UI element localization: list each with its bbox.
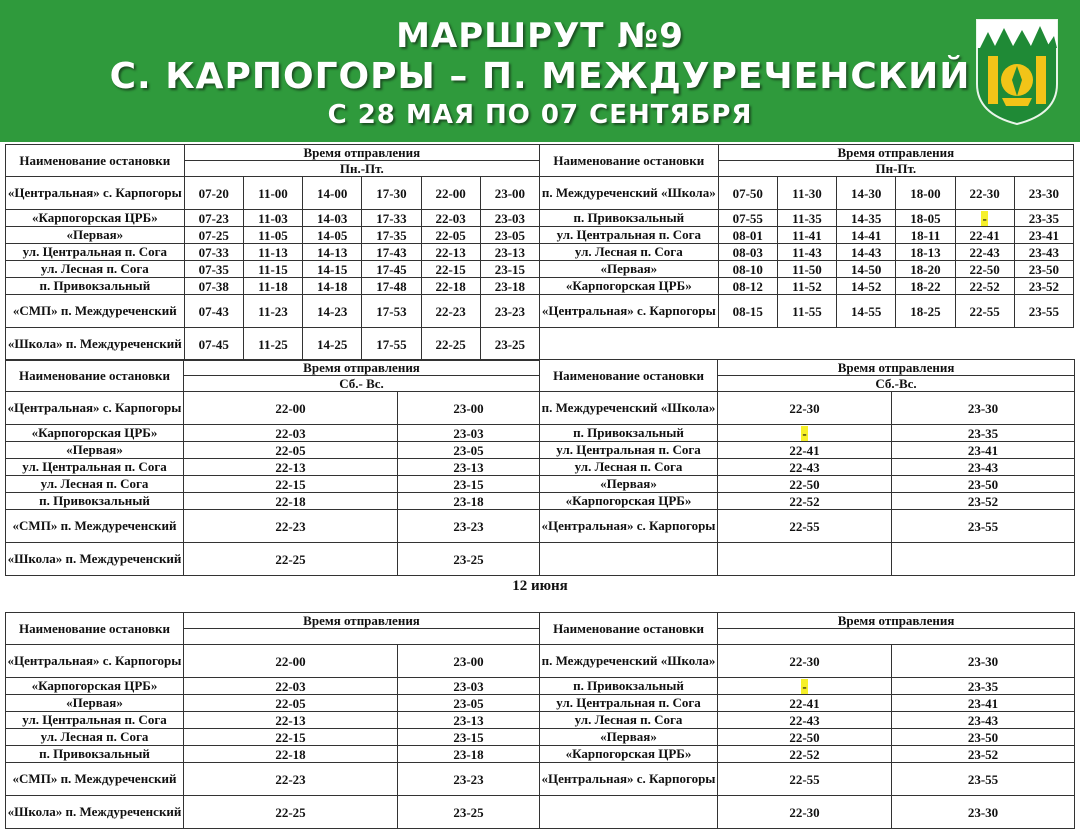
stop-column-header: Наименование остановки xyxy=(6,613,184,645)
table-row xyxy=(6,278,1074,295)
stop-name: ул. Лесная п. Сога xyxy=(6,476,184,493)
stop-name: «Карпогорская ЦРБ» xyxy=(540,746,718,763)
departure-time: 14-41 xyxy=(837,227,896,244)
table-row xyxy=(6,425,1075,442)
departure-time: 08-15 xyxy=(718,295,777,328)
departure-time: 07-43 xyxy=(184,295,243,328)
stop-name: ул. Центральная п. Сога xyxy=(6,459,184,476)
departure-time: 17-33 xyxy=(362,210,421,227)
departure-time: 22-55 xyxy=(718,510,892,543)
departure-time: 23-13 xyxy=(398,459,540,476)
departure-time: 14-25 xyxy=(303,328,362,361)
departure-time: 23-05 xyxy=(398,442,540,459)
departure-time: 23-30 xyxy=(1014,177,1073,210)
table-row xyxy=(6,442,1075,459)
route-title: МАРШРУТ №9 xyxy=(396,16,684,56)
departure-time: 22-00 xyxy=(184,392,398,425)
stop-name: п. Привокзальный xyxy=(539,210,718,227)
departure-time: 23-13 xyxy=(398,712,540,729)
departure-time: 23-18 xyxy=(480,278,539,295)
table-row xyxy=(6,796,1075,829)
stop-name: «Первая» xyxy=(539,261,718,278)
departure-time: 11-05 xyxy=(243,227,302,244)
stop-name: ул. Лесная п. Сога xyxy=(6,729,184,746)
departure-time: 07-35 xyxy=(184,261,243,278)
departure-time: 18-20 xyxy=(896,261,955,278)
table-row xyxy=(6,763,1075,796)
table-row xyxy=(6,645,1075,678)
departure-time: 23-00 xyxy=(398,392,540,425)
departure-time: 17-43 xyxy=(362,244,421,261)
departure-time: 23-25 xyxy=(480,328,539,361)
departure-time: 22-30 xyxy=(718,796,892,829)
departure-time: 23-25 xyxy=(398,796,540,829)
departure-time: 22-41 xyxy=(718,442,892,459)
departure-time: 11-03 xyxy=(243,210,302,227)
table-row xyxy=(6,177,1074,210)
departure-time: 22-18 xyxy=(421,278,480,295)
departure-time: 17-30 xyxy=(362,177,421,210)
stop-name: «Центральная» с. Карпогоры xyxy=(6,177,185,210)
departure-time: 14-15 xyxy=(303,261,362,278)
departure-time: 14-13 xyxy=(303,244,362,261)
route-name: С. КАРПОГОРЫ – П. МЕЖДУРЕЧЕНСКИЙ xyxy=(109,56,971,97)
departure-time: 07-23 xyxy=(184,210,243,227)
departure-time: 22-05 xyxy=(421,227,480,244)
stop-name: «Карпогорская ЦРБ» xyxy=(6,425,184,442)
departure-time: 18-00 xyxy=(896,177,955,210)
departure-time: 22-30 xyxy=(955,177,1014,210)
departure-time: 22-52 xyxy=(718,493,892,510)
departure-time: 11-41 xyxy=(777,227,836,244)
departure-time: 23-25 xyxy=(398,543,540,576)
table-row xyxy=(6,227,1074,244)
departure-time: 17-35 xyxy=(362,227,421,244)
departure-time: 23-35 xyxy=(892,678,1075,695)
days-of-week-header xyxy=(718,629,1075,645)
departure-time xyxy=(718,425,892,442)
departure-time: 08-01 xyxy=(718,227,777,244)
departure-time-header: Время отправления xyxy=(718,613,1075,629)
departure-time: 07-38 xyxy=(184,278,243,295)
stop-name: п. Привокзальный xyxy=(540,678,718,695)
departure-time: 07-45 xyxy=(184,328,243,361)
stop-name: «Центральная» с. Карпогоры xyxy=(539,295,718,328)
departure-time: 14-18 xyxy=(303,278,362,295)
departure-time: 11-35 xyxy=(777,210,836,227)
departure-time-header: Время отправления xyxy=(718,145,1073,161)
departure-time: 08-03 xyxy=(718,244,777,261)
departure-time: 18-11 xyxy=(896,227,955,244)
table-row xyxy=(6,328,1074,361)
stop-name: ул. Центральная п. Сога xyxy=(6,712,184,729)
stop-name: «Карпогорская ЦРБ» xyxy=(539,278,718,295)
days-of-week-header xyxy=(184,629,540,645)
departure-time: 22-23 xyxy=(184,510,398,543)
no-departure-mark: - xyxy=(982,210,987,226)
departure-time: 14-05 xyxy=(303,227,362,244)
table-row xyxy=(6,244,1074,261)
departure-time: 22-50 xyxy=(955,261,1014,278)
departure-time: 08-12 xyxy=(718,278,777,295)
departure-time: 23-30 xyxy=(892,645,1075,678)
header-row xyxy=(6,613,1075,629)
table-row xyxy=(6,210,1074,227)
departure-time-header: Время отправления xyxy=(184,613,540,629)
departure-time: 18-25 xyxy=(896,295,955,328)
departure-time: 07-55 xyxy=(718,210,777,227)
stop-name: «Школа» п. Междуреченский xyxy=(6,543,184,576)
stop-name: п. Привокзальный xyxy=(6,746,184,763)
departure-time: 11-30 xyxy=(777,177,836,210)
stop-name: п. Привокзальный xyxy=(6,278,185,295)
departure-time: 23-05 xyxy=(398,695,540,712)
stop-column-header: Наименование остановки xyxy=(6,360,184,392)
stop-name: «Карпогорская ЦРБ» xyxy=(6,210,185,227)
departure-time: 23-05 xyxy=(480,227,539,244)
departure-time: 22-15 xyxy=(421,261,480,278)
departure-time: 07-50 xyxy=(718,177,777,210)
departure-time: 14-30 xyxy=(837,177,896,210)
departure-time: 22-13 xyxy=(184,459,398,476)
departure-time: 18-05 xyxy=(896,210,955,227)
departure-time: 11-43 xyxy=(777,244,836,261)
departure-time xyxy=(718,678,892,695)
header-row xyxy=(6,145,1074,161)
departure-time: 23-43 xyxy=(1014,244,1073,261)
departure-time: 22-03 xyxy=(184,425,398,442)
departure-time: 23-50 xyxy=(892,729,1075,746)
departure-time: 22-18 xyxy=(184,746,398,763)
stop-column-header: Наименование остановки xyxy=(540,613,718,645)
departure-time xyxy=(718,543,892,576)
stop-name: «Карпогорская ЦРБ» xyxy=(540,493,718,510)
stop-name: «Центральная» с. Карпогоры xyxy=(540,510,718,543)
departure-time: 23-30 xyxy=(892,796,1075,829)
departure-time-header: Время отправления xyxy=(184,360,540,376)
departure-time: 22-30 xyxy=(718,392,892,425)
departure-time: 23-00 xyxy=(398,645,540,678)
table-row xyxy=(6,746,1075,763)
table-row xyxy=(6,392,1075,425)
departure-time-header: Время отправления xyxy=(718,360,1075,376)
header-banner xyxy=(0,0,1080,142)
departure-time: 23-52 xyxy=(892,493,1075,510)
table-row xyxy=(6,459,1075,476)
departure-time: 22-52 xyxy=(955,278,1014,295)
departure-time: 14-35 xyxy=(837,210,896,227)
departure-time: 08-10 xyxy=(718,261,777,278)
departure-time: 22-55 xyxy=(718,763,892,796)
departure-time: 23-18 xyxy=(398,746,540,763)
departure-time: 22-52 xyxy=(718,746,892,763)
departure-time: 23-23 xyxy=(480,295,539,328)
departure-time: 23-03 xyxy=(480,210,539,227)
stop-name: «Первая» xyxy=(6,227,185,244)
departure-time: 23-18 xyxy=(398,493,540,510)
departure-time: 11-13 xyxy=(243,244,302,261)
stop-name: п. Привокзальный xyxy=(6,493,184,510)
departure-time: 23-43 xyxy=(892,712,1075,729)
departure-time: 23-55 xyxy=(892,510,1075,543)
days-of-week-header: Сб.-Вс. xyxy=(718,376,1075,392)
departure-time: 11-18 xyxy=(243,278,302,295)
stop-column-header: Наименование остановки xyxy=(6,145,185,177)
departure-time: 14-00 xyxy=(303,177,362,210)
departure-time: 23-55 xyxy=(1014,295,1073,328)
departure-time: 22-05 xyxy=(184,442,398,459)
stop-name: «Первая» xyxy=(6,442,184,459)
table-row xyxy=(6,695,1075,712)
departure-time: 17-48 xyxy=(362,278,421,295)
departure-time: 11-00 xyxy=(243,177,302,210)
weekday-schedule-table xyxy=(5,144,1074,361)
departure-time: 14-03 xyxy=(303,210,362,227)
stop-name: «Школа» п. Междуреченский xyxy=(6,796,184,829)
stop-name: «Первая» xyxy=(540,476,718,493)
table-row xyxy=(6,712,1075,729)
stop-name: ул. Лесная п. Сога xyxy=(539,244,718,261)
stop-column-header: Наименование остановки xyxy=(540,360,718,392)
stop-name: «Первая» xyxy=(540,729,718,746)
stop-name: «СМП» п. Междуреченский xyxy=(6,295,185,328)
departure-time: 22-43 xyxy=(955,244,1014,261)
departure-time: 11-55 xyxy=(777,295,836,328)
stop-name: ул. Центральная п. Сога xyxy=(540,442,718,459)
stop-name: ул. Лесная п. Сога xyxy=(540,712,718,729)
stop-name: ул. Центральная п. Сога xyxy=(540,695,718,712)
departure-time: 22-13 xyxy=(184,712,398,729)
departure-time: 22-43 xyxy=(718,712,892,729)
departure-time: 11-52 xyxy=(777,278,836,295)
stop-name: ул. Лесная п. Сога xyxy=(540,459,718,476)
departure-time: 23-55 xyxy=(892,763,1075,796)
departure-time: 07-25 xyxy=(184,227,243,244)
stop-name: «Первая» xyxy=(6,695,184,712)
table-row xyxy=(6,510,1075,543)
departure-time: 23-03 xyxy=(398,425,540,442)
stop-name: «Центральная» с. Карпогоры xyxy=(6,645,184,678)
departure-time xyxy=(892,543,1075,576)
stop-name: «Центральная» с. Карпогоры xyxy=(6,392,184,425)
weekend-schedule-table xyxy=(5,359,1075,576)
stop-name: «СМП» п. Междуреченский xyxy=(6,763,184,796)
departure-time: 22-55 xyxy=(955,295,1014,328)
departure-time: 22-50 xyxy=(718,476,892,493)
departure-time: 14-55 xyxy=(837,295,896,328)
stop-name: п. Междуреченский «Школа» xyxy=(540,392,718,425)
stop-name xyxy=(540,543,718,576)
departure-time: 22-41 xyxy=(718,695,892,712)
departure-time: 07-20 xyxy=(184,177,243,210)
stop-name: «СМП» п. Междуреченский xyxy=(6,510,184,543)
stop-name: ул. Центральная п. Сога xyxy=(6,244,185,261)
departure-time: 22-25 xyxy=(421,328,480,361)
departure-time: 23-23 xyxy=(398,763,540,796)
june-12-schedule-table xyxy=(5,612,1075,829)
departure-time: 23-43 xyxy=(892,459,1075,476)
departure-time: 17-55 xyxy=(362,328,421,361)
departure-time: 22-03 xyxy=(184,678,398,695)
departure-time: 17-45 xyxy=(362,261,421,278)
table-row xyxy=(6,493,1075,510)
departure-time: 23-13 xyxy=(480,244,539,261)
departure-time: 23-15 xyxy=(480,261,539,278)
stop-column-header: Наименование остановки xyxy=(539,145,718,177)
validity-period: С 28 МАЯ ПО 07 СЕНТЯБРЯ xyxy=(327,100,753,130)
departure-time xyxy=(955,210,1014,227)
stop-name: «Карпогорская ЦРБ» xyxy=(6,678,184,695)
table-row xyxy=(6,543,1075,576)
departure-time: 11-15 xyxy=(243,261,302,278)
no-departure-mark: - xyxy=(802,425,807,441)
departure-time: 23-15 xyxy=(398,729,540,746)
coat-of-arms-icon xyxy=(974,14,1060,126)
departure-time: 23-41 xyxy=(892,442,1075,459)
departure-time: 22-00 xyxy=(184,645,398,678)
departure-time: 11-50 xyxy=(777,261,836,278)
departure-time: 14-52 xyxy=(837,278,896,295)
departure-time: 18-13 xyxy=(896,244,955,261)
departure-time: 22-25 xyxy=(184,543,398,576)
departure-time: 11-23 xyxy=(243,295,302,328)
empty-area xyxy=(539,328,1073,361)
departure-time: 14-50 xyxy=(837,261,896,278)
departure-time: 23-52 xyxy=(892,746,1075,763)
departure-time: 22-05 xyxy=(184,695,398,712)
stop-name: ул. Лесная п. Сога xyxy=(6,261,185,278)
departure-time: 23-15 xyxy=(398,476,540,493)
days-of-week-header: Пн-Пт. xyxy=(718,161,1073,177)
departure-time: 23-03 xyxy=(398,678,540,695)
departure-time: 23-00 xyxy=(480,177,539,210)
departure-time: 14-23 xyxy=(303,295,362,328)
departure-time: 22-00 xyxy=(421,177,480,210)
departure-time: 23-30 xyxy=(892,392,1075,425)
departure-time: 22-18 xyxy=(184,493,398,510)
departure-time: 23-23 xyxy=(398,510,540,543)
stop-name: п. Междуреченский «Школа» xyxy=(540,645,718,678)
departure-time: 14-43 xyxy=(837,244,896,261)
special-date-label: 12 июня xyxy=(512,578,568,594)
departure-time: 11-25 xyxy=(243,328,302,361)
departure-time: 18-22 xyxy=(896,278,955,295)
departure-time: 23-50 xyxy=(1014,261,1073,278)
departure-time: 23-35 xyxy=(1014,210,1073,227)
stop-name: «Центральная» с. Карпогоры xyxy=(540,763,718,796)
departure-time: 22-13 xyxy=(421,244,480,261)
stop-name: «Школа» п. Междуреченский xyxy=(6,328,185,361)
departure-time: 22-15 xyxy=(184,476,398,493)
stop-name: п. Междуреченский «Школа» xyxy=(539,177,718,210)
no-departure-mark: - xyxy=(802,678,807,694)
departure-time: 22-43 xyxy=(718,459,892,476)
departure-time: 07-33 xyxy=(184,244,243,261)
departure-time: 23-52 xyxy=(1014,278,1073,295)
departure-time: 22-03 xyxy=(421,210,480,227)
departure-time: 23-50 xyxy=(892,476,1075,493)
departure-time-header: Время отправления xyxy=(184,145,539,161)
departure-time: 22-23 xyxy=(421,295,480,328)
departure-time: 22-15 xyxy=(184,729,398,746)
stop-name: п. Привокзальный xyxy=(540,425,718,442)
header-row xyxy=(6,360,1075,376)
departure-time: 22-50 xyxy=(718,729,892,746)
table-row xyxy=(6,729,1075,746)
departure-time: 17-53 xyxy=(362,295,421,328)
table-row xyxy=(6,476,1075,493)
table-row xyxy=(6,295,1074,328)
stop-name: ул. Центральная п. Сога xyxy=(539,227,718,244)
departure-time: 22-41 xyxy=(955,227,1014,244)
days-of-week-header: Пн.-Пт. xyxy=(184,161,539,177)
table-row xyxy=(6,261,1074,278)
table-row xyxy=(6,678,1075,695)
stop-name xyxy=(540,796,718,829)
days-of-week-header: Сб.- Вс. xyxy=(184,376,540,392)
departure-time: 22-25 xyxy=(184,796,398,829)
departure-time: 23-35 xyxy=(892,425,1075,442)
departure-time: 22-23 xyxy=(184,763,398,796)
departure-time: 22-30 xyxy=(718,645,892,678)
departure-time: 23-41 xyxy=(892,695,1075,712)
departure-time: 23-41 xyxy=(1014,227,1073,244)
